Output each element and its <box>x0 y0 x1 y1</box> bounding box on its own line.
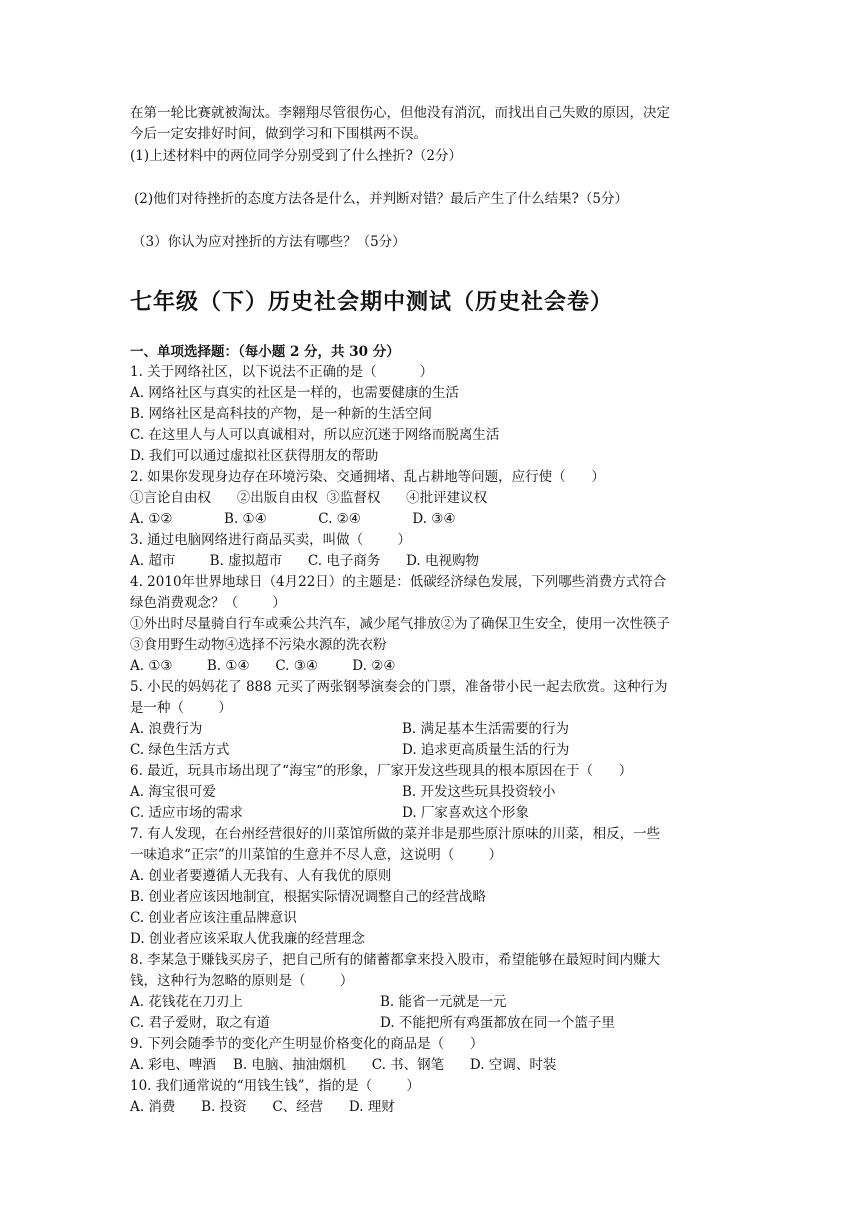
material-line-1: 在第一轮比赛就被淘汰。李翱翔尽管很伤心，但他没有消沉，而找出自己失败的原因，决定 <box>130 105 670 121</box>
question-1-prompt: (1)上述材料中的两位同学分别受到了什么挫折?（2分） <box>130 148 462 164</box>
q8-option-c: C. 君子爱财，取之有道 <box>130 1015 270 1031</box>
exam-title: 七年级（下）历史社会期中测试（历史社会卷） <box>130 290 614 315</box>
q7-option-b: B. 创业者应该因地制宜，根据实际情况调整自己的经营战略 <box>130 889 487 905</box>
q9-options: A. 彩电、啤酒 B. 电脑、抽油烟机 C. 书、钢笔 D. 空调、时装 <box>130 1057 557 1073</box>
section-heading: 一、单项选择题：（每小题 2 分，共 30 分） <box>130 344 400 360</box>
q6-option-a: A. 海宝很可爱 <box>130 784 216 800</box>
q6-option-b: B. 开发这些玩具投资较小 <box>402 784 556 800</box>
q4-items-line-2: ③食用野生动物④选择不污染水源的洗衣粉 <box>130 637 387 653</box>
q4-stem-line-2: 绿色消费观念？（ ） <box>130 595 286 611</box>
q1-option-d: D. 我们可以通过虚拟社区获得朋友的帮助 <box>130 448 379 464</box>
q6-option-d: D. 厂家喜欢这个形象 <box>402 805 529 821</box>
q4-stem-line-1: 4. 2010年世界地球日（4月22日）的主题是：低碳经济绿色发展，下列哪些消费方式符合 <box>130 574 667 590</box>
q4-options: A. ①③ B. ①④ C. ③④ D. ②④ <box>130 658 396 674</box>
q1-option-b: B. 网络社区是高科技的产物，是一种新的生活空间 <box>130 406 433 422</box>
q5-option-a: A. 浪费行为 <box>130 721 203 737</box>
q10-stem: 10. 我们通常说的“用钱生钱”，指的是（ ） <box>130 1078 420 1094</box>
q3-stem: 3. 通过电脑网络进行商品买卖，叫做（ ） <box>130 532 412 548</box>
q5-stem-line-1: 5. 小民的妈妈花了 888 元买了两张钢琴演奏会的门票，准备带小民一起去欣赏。这种行为 <box>130 679 668 695</box>
q2-stem: 2. 如果你发现身边存在环境污染、交通拥堵、乱占耕地等问题，应行使（ ） <box>130 469 605 485</box>
q3-options: A. 超市 B. 虚拟超市 C. 电子商务 D. 电视购物 <box>130 553 480 569</box>
q7-option-a: A. 创业者要遵循人无我有、人有我优的原则 <box>130 868 392 884</box>
q8-stem-line-1: 8. 李某急于赚钱买房子，把自己所有的储蓄都拿来投入股市，希望能够在最短时间内赚大 <box>130 952 661 968</box>
q5-option-d: D. 追求更高质量生活的行为 <box>402 742 570 758</box>
q5-option-c: C. 绿色生活方式 <box>130 742 230 758</box>
q5-option-b: B. 满足基本生活需要的行为 <box>402 721 570 737</box>
q9-stem: 9. 下列会随季节的变化产生明显价格变化的商品是（ ） <box>130 1036 484 1052</box>
q10-options: A. 消费 B. 投资 C、经营 D. 理财 <box>130 1099 395 1115</box>
q7-stem-line-1: 7. 有人发现，在台州经营很好的川菜馆所做的菜并非是那些原汁原味的川菜，相反，一些 <box>130 826 661 842</box>
question-3-prompt: （3）你认为应对挫折的方法有哪些？（5分） <box>132 234 406 250</box>
q7-stem-line-2: 一味追求“正宗”的川菜馆的生意并不尽人意，这说明（ ） <box>130 847 503 863</box>
q5-stem-line-2: 是一种（ ） <box>130 700 232 716</box>
q8-option-d: D. 不能把所有鸡蛋都放在同一个篮子里 <box>380 1015 615 1031</box>
q7-option-d: D. 创业者应该采取人优我廉的经营理念 <box>130 931 365 947</box>
q6-stem: 6. 最近，玩具市场出现了“海宝“的形象，厂家开发这些现具的根本原因在于（ ） <box>130 763 633 779</box>
question-2-prompt: (2)他们对待挫折的态度方法各是什么，并判断对错？最后产生了什么结果?（5分） <box>134 191 628 207</box>
q6-option-c: C. 适应市场的需求 <box>130 805 243 821</box>
material-line-2: 今后一定安排好时间，做到学习和下围棋两不误。 <box>130 126 427 142</box>
q7-option-c: C. 创业者应该注重品牌意识 <box>130 910 297 926</box>
q8-stem-line-2: 钱，这种行为忽略的原则是（ ） <box>130 973 354 989</box>
q8-option-b: B. 能省一元就是一元 <box>380 994 507 1010</box>
q8-option-a: A. 花钱花在刀刃上 <box>130 994 243 1010</box>
q1-option-a: A. 网络社区与真实的社区是一样的，也需要健康的生活 <box>130 385 459 401</box>
q2-options: A. ①② B. ①④ C. ②④ D. ③④ <box>130 511 456 527</box>
q1-stem: 1. 关于网络社区，以下说法不正确的是（ ） <box>130 364 434 380</box>
q1-option-c: C. 在这里人与人可以真诚相对，所以应沉迷于网络而脱离生活 <box>130 427 500 443</box>
q2-items: ①言论自由权 ②出版自由权 ③监督权 ④批评建议权 <box>130 490 488 506</box>
q4-items-line-1: ①外出时尽量骑自行车或乘公共汽车，减少尾气排放②为了确保卫生安全，使用一次性筷子 <box>130 616 670 632</box>
